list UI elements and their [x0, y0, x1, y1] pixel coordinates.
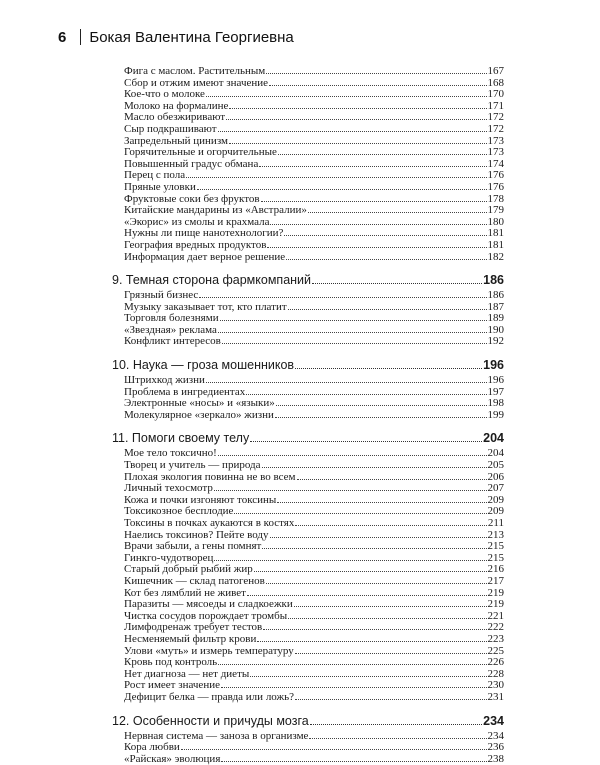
toc-entry — [112, 599, 504, 611]
dot-leader — [218, 131, 487, 132]
dot-leader — [277, 502, 486, 503]
entry-title: Плохая экология повинна не во всем — [124, 470, 296, 483]
dot-leader — [269, 85, 486, 86]
toc-entry — [112, 634, 504, 646]
chapter-title: 9. Темная сторона фармкомпаний — [112, 273, 312, 288]
entry-title: Масло обезжиривают — [124, 111, 226, 124]
toc-entry — [112, 657, 504, 669]
entry-title: Токсикозное бесплодие — [124, 505, 234, 518]
dot-leader — [229, 108, 486, 109]
entry-page: 211 — [487, 517, 504, 529]
dot-leader — [295, 368, 482, 369]
dot-leader — [312, 283, 482, 284]
entry-page: 189 — [487, 312, 504, 325]
entry-title: Старый добрый рыбий жир — [124, 563, 253, 576]
dot-leader — [297, 479, 487, 480]
entry-title: Творец и учитель — природа — [124, 459, 261, 472]
table-of-contents — [112, 66, 504, 765]
entry-page: 204 — [487, 447, 504, 460]
entry-page: 174 — [487, 157, 504, 170]
toc-chapter — [112, 357, 504, 373]
chapter-title: 10. Наука — гроза мошенников — [112, 358, 295, 373]
dot-leader — [221, 761, 486, 762]
dot-leader — [266, 583, 487, 584]
dot-leader — [218, 664, 486, 665]
dot-leader — [278, 154, 487, 155]
entry-title: Штрихкод жизни — [124, 374, 205, 387]
entry-page: 231 — [487, 690, 504, 703]
entry-page: 192 — [487, 335, 504, 348]
entry-page: 219 — [487, 598, 504, 611]
entry-title: Торговля болезнями — [124, 312, 219, 325]
entry-page: 230 — [487, 679, 504, 692]
entry-title: Информация дает верное решение — [124, 250, 286, 263]
dot-leader — [214, 490, 487, 491]
dot-leader — [266, 73, 486, 74]
dot-leader — [270, 537, 487, 538]
entry-title: Кое-что о молоке — [124, 88, 205, 101]
chapter-title: 12. Особенности и причуды мозга — [112, 713, 309, 728]
entry-page: 181 — [487, 238, 504, 251]
entry-page: 171 — [487, 99, 504, 112]
dot-leader — [197, 189, 487, 190]
dot-leader — [222, 343, 487, 344]
dot-leader — [295, 525, 487, 526]
entry-title: Фруктовые соки без фруктов — [124, 192, 260, 205]
toc-entry — [112, 147, 504, 159]
entry-title: Врачи забыли, а гены помнят — [124, 540, 262, 553]
entry-page: 206 — [487, 470, 504, 483]
entry-page: 199 — [487, 408, 504, 421]
dot-leader — [308, 212, 487, 213]
entry-page: 213 — [487, 528, 504, 541]
dot-leader — [229, 143, 487, 144]
entry-page: 178 — [487, 192, 504, 205]
entry-title: Пряные уловки — [124, 180, 196, 193]
dot-leader — [218, 455, 487, 456]
entry-title: Молекулярное «зеркало» жизни — [124, 408, 274, 421]
dot-leader — [257, 641, 486, 642]
dot-leader — [220, 320, 487, 321]
entry-page: 190 — [487, 323, 504, 336]
entry-page: 205 — [487, 459, 504, 472]
entry-title: Фига с маслом. Растительным — [124, 65, 266, 77]
page-header — [58, 26, 294, 48]
dot-leader — [270, 224, 486, 225]
entry-page: 179 — [487, 204, 504, 217]
entry-page: 198 — [487, 397, 504, 410]
dot-leader — [206, 382, 487, 383]
toc-entry — [112, 460, 504, 472]
header-divider — [80, 29, 81, 45]
entry-title: «Райская» эволюция — [124, 752, 221, 765]
entry-title: Проблема в ингредиентах — [124, 385, 246, 398]
entry-page: 228 — [487, 667, 504, 680]
dot-leader — [295, 699, 486, 700]
entry-page: 215 — [487, 551, 504, 564]
entry-title: «Звездная» реклама — [124, 323, 217, 336]
toc-entry — [112, 336, 504, 348]
dot-leader — [262, 548, 486, 549]
entry-page: 226 — [487, 656, 504, 669]
entry-page: 172 — [487, 122, 504, 135]
entry-page: 223 — [487, 632, 504, 645]
dot-leader — [267, 247, 486, 248]
dot-leader — [218, 332, 487, 333]
entry-page: 186 — [487, 289, 504, 302]
toc-entry — [112, 742, 504, 754]
dot-leader — [288, 309, 487, 310]
entry-page: 181 — [487, 227, 504, 240]
entry-page: 173 — [487, 146, 504, 159]
entry-title: Музыку заказывает тот, кто платит — [124, 300, 287, 313]
entry-page: 170 — [487, 88, 504, 101]
entry-title: Кровь под контроль — [124, 656, 218, 669]
chapter-page: 196 — [483, 358, 504, 373]
chapter-page: 204 — [483, 431, 504, 446]
dot-leader — [295, 653, 487, 654]
dot-leader — [246, 394, 486, 395]
toc-entry — [112, 518, 504, 530]
entry-page: 207 — [487, 482, 504, 495]
dot-leader — [284, 235, 486, 236]
dot-leader — [206, 96, 487, 97]
entry-title: Паразиты — мясоеды и сладкоежки — [124, 598, 293, 611]
dot-leader — [234, 513, 486, 514]
dot-leader — [186, 177, 486, 178]
entry-title: Кора любви — [124, 741, 180, 754]
dot-leader — [288, 618, 486, 619]
entry-page: 209 — [487, 505, 504, 518]
entry-title: География вредных продуктов — [124, 238, 267, 251]
dot-leader — [261, 201, 487, 202]
toc-entry — [112, 124, 504, 136]
toc-entry — [112, 66, 504, 78]
entry-page: 197 — [487, 385, 504, 398]
dot-leader — [286, 259, 486, 260]
chapter-page: 186 — [483, 273, 504, 288]
dot-leader — [199, 297, 486, 298]
toc-entry — [112, 252, 504, 264]
entry-title: Электронные «носы» и «языки» — [124, 397, 275, 410]
toc-entry — [112, 576, 504, 588]
entry-title: Наелись токсинов? Пейте воду — [124, 528, 269, 541]
entry-page: 187 — [487, 300, 504, 313]
chapter-title: 11. Помоги своему телу — [112, 431, 250, 446]
entry-page: 176 — [487, 180, 504, 193]
entry-page: 219 — [487, 586, 504, 599]
page-number: 6 — [58, 28, 67, 46]
entry-title: Сбор и отжим имеют значение — [124, 76, 269, 89]
entry-title: Нужны ли пище нанотехнологии? — [124, 227, 284, 240]
entry-title: Горячительные и огорчительные — [124, 146, 277, 159]
dot-leader — [250, 676, 486, 677]
dot-leader — [276, 405, 487, 406]
entry-title: Токсины в почках аукаются в костях — [124, 517, 295, 529]
entry-title: Мое тело токсично! — [124, 447, 217, 460]
entry-page: 216 — [487, 563, 504, 576]
dot-leader — [294, 606, 487, 607]
entry-page: 196 — [487, 374, 504, 387]
dot-leader — [259, 166, 486, 167]
entry-page: 238 — [487, 752, 504, 765]
entry-title: Кожа и почки изгоняют токсины — [124, 493, 277, 506]
entry-page: 236 — [487, 741, 504, 754]
entry-page: 217 — [487, 574, 504, 587]
entry-page: 234 — [487, 729, 504, 742]
dot-leader — [262, 467, 487, 468]
entry-page: 173 — [487, 134, 504, 147]
entry-title: Запредельный цинизм — [124, 134, 228, 147]
entry-page: 168 — [487, 76, 504, 89]
toc-chapter — [112, 713, 504, 729]
entry-title: Конфликт интересов — [124, 335, 221, 348]
entry-page: 209 — [487, 493, 504, 506]
entry-page: 182 — [487, 250, 504, 263]
toc-chapter — [112, 272, 504, 288]
entry-page: 222 — [487, 621, 504, 634]
entry-title: Нервная система — заноза в организме — [124, 729, 309, 742]
entry-title: «Экорис» из смолы и крахмала — [124, 215, 270, 228]
entry-page: 172 — [487, 111, 504, 124]
entry-page: 167 — [487, 65, 504, 77]
toc-entry — [112, 692, 504, 704]
entry-title: Кишечник — склад патогенов — [124, 574, 265, 587]
entry-title: Нет диагноза — нет диеты — [124, 667, 250, 680]
entry-title: Грязный бизнес — [124, 289, 199, 302]
dot-leader — [263, 629, 486, 630]
dot-leader — [250, 441, 482, 442]
entry-page: 225 — [487, 644, 504, 657]
toc-entry — [112, 290, 504, 302]
dot-leader — [214, 560, 486, 561]
dot-leader — [221, 687, 487, 688]
entry-title: Повышенный градус обмана — [124, 157, 259, 170]
entry-title: Лимфодренаж требует тестов — [124, 621, 263, 634]
toc-chapter — [112, 430, 504, 446]
entry-page: 176 — [487, 169, 504, 182]
toc-entry — [112, 375, 504, 387]
dot-leader — [226, 119, 486, 120]
entry-title: Рост имеет значение — [124, 679, 220, 692]
entry-title: Перец с пола — [124, 169, 186, 182]
chapter-page: 234 — [483, 713, 504, 728]
toc-entry — [112, 205, 504, 217]
entry-title: Дефицит белка — правда или ложь? — [124, 690, 295, 703]
entry-title: Улови «муть» и измерь температуру — [124, 644, 294, 657]
entry-page: 215 — [487, 540, 504, 553]
dot-leader — [254, 571, 487, 572]
toc-entry — [112, 182, 504, 194]
book-author: Бокая Валентина Георгиевна — [89, 28, 294, 46]
entry-title: Личный техосмотр — [124, 482, 213, 495]
toc-entry — [112, 240, 504, 252]
toc-entry — [112, 410, 504, 422]
dot-leader — [310, 724, 482, 725]
entry-page: 221 — [487, 609, 504, 622]
entry-title: Китайские мандарины из «Австралии» — [124, 204, 307, 217]
dot-leader — [309, 738, 486, 739]
dot-leader — [275, 417, 487, 418]
entry-title: Чистка сосудов порождает тромбы — [124, 609, 288, 622]
entry-title: Гинкго-чудотворец — [124, 551, 214, 564]
entry-title: Сыр подкрашивают — [124, 122, 217, 135]
dot-leader — [247, 595, 487, 596]
entry-title: Несменяемый фильтр крови — [124, 632, 257, 645]
entry-title: Кот без лямблий не живет — [124, 586, 246, 599]
toc-entry — [112, 754, 504, 765]
entry-page: 180 — [487, 215, 504, 228]
entry-title: Молоко на формалине — [124, 99, 229, 112]
